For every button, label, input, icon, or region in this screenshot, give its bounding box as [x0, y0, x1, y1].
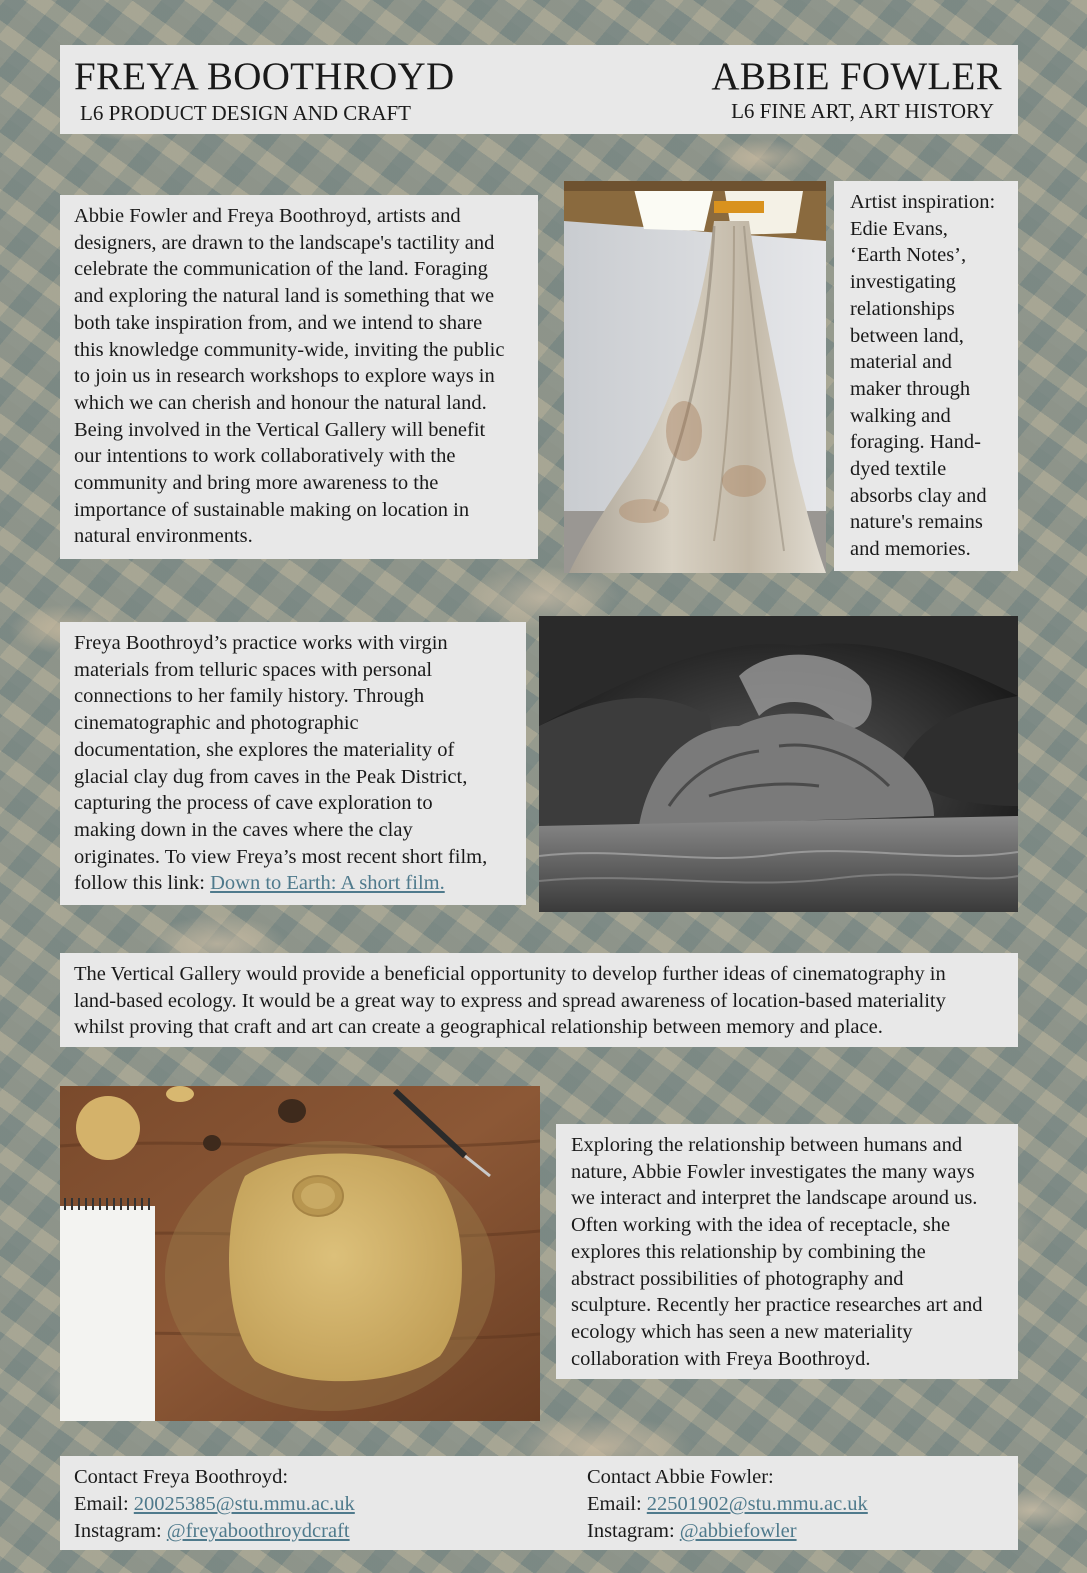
freya-email-row: [74, 1491, 355, 1518]
text-line: absorbs clay and: [850, 484, 987, 507]
abbie-practice-block: [556, 1124, 1018, 1379]
abbie-contact: [587, 1464, 868, 1545]
text-line: Artist inspiration:: [850, 191, 996, 213]
text-line: we interact and interpret the landscape around us.: [571, 1187, 978, 1210]
short-film-link[interactable]: Down to Earth: A short film.: [210, 872, 445, 895]
clay-disc-photo: [60, 1086, 540, 1421]
text-line: Edie Evans,: [850, 217, 948, 240]
abbie-name-title: ABBIE FOWLER: [711, 55, 1002, 98]
freya-contact-heading: Contact Freya Boothroyd:: [74, 1466, 289, 1488]
freya-email-link[interactable]: 20025385@stu.mmu.ac.uk: [133, 1493, 355, 1515]
text-line: importance of sustainable making on location in: [74, 498, 470, 521]
freya-name-title: FREYA BOOTHROYD: [74, 55, 455, 98]
freya-practice-block: [60, 622, 526, 905]
text-line: glacial clay dug from caves in the Peak District,: [74, 765, 468, 788]
email-label: Email:: [74, 1493, 134, 1515]
text-line: capturing the process of cave exploration to: [74, 792, 433, 815]
freya-instagram-link[interactable]: @freyaboothroydcraft: [166, 1520, 350, 1542]
text-line: originates. To view Freya’s most recent short film,: [74, 845, 488, 868]
text-line: Being involved in the Vertical Gallery will benefit: [74, 418, 486, 441]
instagram-label: Instagram:: [74, 1520, 167, 1542]
text-line: ‘Earth Notes’,: [850, 244, 967, 267]
text-line: relationships: [850, 297, 955, 320]
text-line: explores this relationship by combining the: [571, 1240, 926, 1263]
text-line: designers, are drawn to the landscape's tactility and: [74, 231, 495, 254]
text-line: ecology which has seen a new materiality: [571, 1320, 913, 1343]
text-line: which we can cherish and honour the natural land.: [74, 391, 487, 414]
text-line: collaboration with Freya Boothroyd.: [571, 1347, 871, 1370]
text-line: whilst proving that craft and art can create a geographical relationship between memory and place.: [74, 1016, 883, 1039]
artist-inspiration-block: [834, 181, 1018, 571]
text-line: cinematographic and photographic: [74, 712, 359, 735]
text-line: abstract possibilities of photography and: [571, 1267, 904, 1290]
text-line: community and bring more awareness to the: [74, 472, 439, 495]
text-line: natural environments.: [74, 525, 253, 548]
abbie-instagram-link[interactable]: @abbiefowler: [679, 1520, 797, 1542]
abbie-instagram-row: [587, 1518, 868, 1545]
text-line: Often working with the idea of receptacle, she: [571, 1214, 951, 1237]
text-line: land-based ecology. It would be a great way to express and spread awareness of location-based materiality: [74, 989, 946, 1012]
text-line: to join us in research workshops to explore ways in: [74, 365, 495, 388]
abbie-email-link[interactable]: 22501902@stu.mmu.ac.uk: [646, 1493, 868, 1515]
text-line: both take inspiration from, and we intend to share: [74, 311, 483, 334]
text-line: between land,: [850, 324, 964, 347]
abbie-course-subtitle: L6 FINE ART, ART HISTORY: [731, 99, 994, 123]
text-line: walking and: [850, 404, 951, 427]
text-line: sculpture. Recently her practice researches art and: [571, 1294, 983, 1317]
abbie-contact-heading: Contact Abbie Fowler:: [587, 1466, 774, 1488]
text-line: [74, 870, 512, 897]
link-prefix: follow this link:: [74, 872, 211, 895]
text-line: dyed textile: [850, 458, 947, 481]
text-line: celebrate the communication of the land. Foraging: [74, 258, 488, 281]
text-line: connections to her family history. Through: [74, 685, 425, 708]
text-line: this knowledge community-wide, inviting the public: [74, 338, 505, 361]
text-line: The Vertical Gallery would provide a beneficial opportunity to develop further ideas of cinematography in: [74, 963, 946, 985]
text-line: making down in the caves where the clay: [74, 818, 413, 841]
freya-contact: [74, 1464, 355, 1545]
email-label: Email:: [587, 1493, 647, 1515]
text-line: documentation, she explores the materiality of: [74, 738, 455, 761]
vertical-gallery-block: [60, 953, 1018, 1047]
freya-course-subtitle: L6 PRODUCT DESIGN AND CRAFT: [80, 101, 411, 125]
cave-clay-photo: [539, 616, 1018, 912]
fabric-installation-photo: [564, 181, 826, 573]
text-line: Freya Boothroyd’s practice works with virgin: [74, 632, 448, 654]
abbie-email-row: [587, 1491, 868, 1518]
contacts-panel: [60, 1456, 1018, 1550]
text-line: maker through: [850, 377, 971, 400]
freya-instagram-row: [74, 1518, 355, 1545]
text-line: nature's remains: [850, 511, 983, 534]
text-line: material and: [850, 351, 952, 374]
text-line: and exploring the natural land is something that we: [74, 285, 495, 308]
header-banner: [60, 45, 1018, 134]
intro-text-block: [60, 195, 538, 559]
instagram-label: Instagram:: [587, 1520, 680, 1542]
text-line: investigating: [850, 271, 956, 294]
text-line: Abbie Fowler and Freya Boothroyd, artists and: [74, 205, 461, 227]
text-line: our intentions to work collaboratively with the: [74, 445, 456, 468]
text-line: and memories.: [850, 538, 971, 561]
text-line: Exploring the relationship between humans and: [571, 1134, 963, 1156]
text-line: foraging. Hand-: [850, 431, 981, 454]
text-line: nature, Abbie Fowler investigates the many ways: [571, 1160, 975, 1183]
text-line: materials from telluric spaces with personal: [74, 658, 433, 681]
